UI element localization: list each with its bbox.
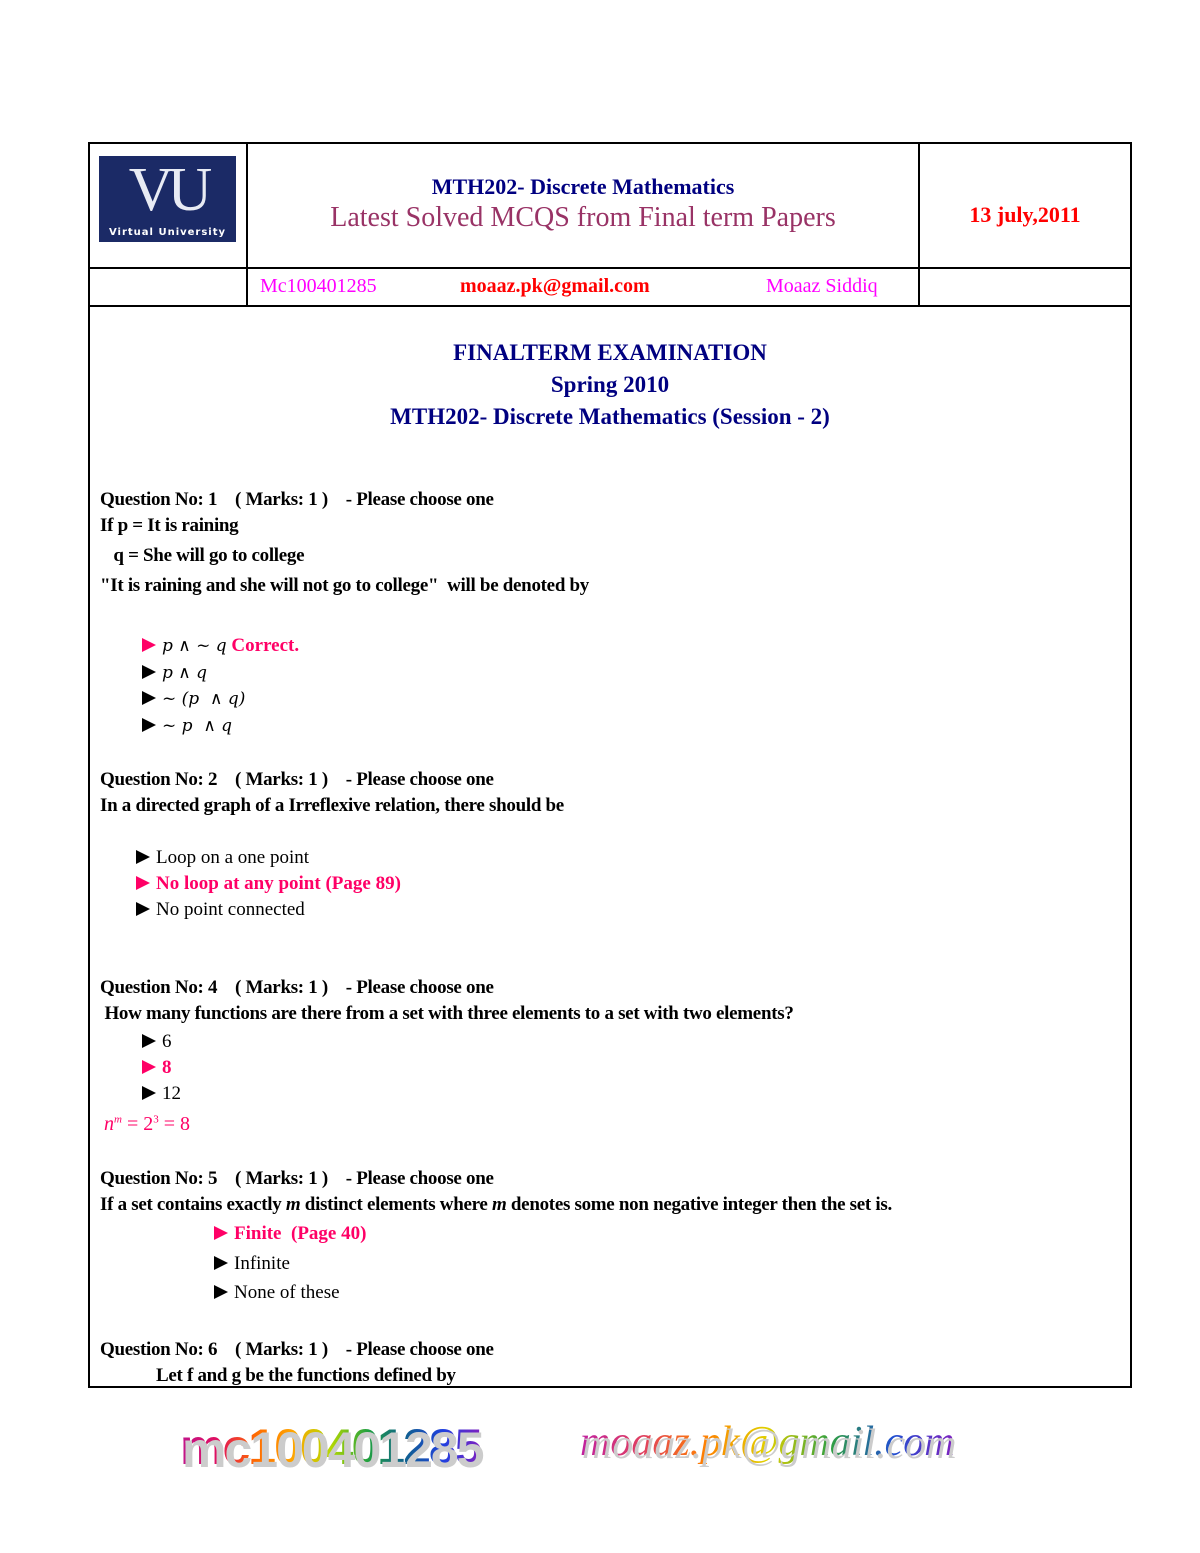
arrow-icon xyxy=(142,638,156,652)
arrow-icon xyxy=(214,1226,228,1240)
document-subtitle: Latest Solved MCQS from Final term Papers xyxy=(330,202,836,233)
author-info-cell xyxy=(248,269,920,307)
vu-logo-mark: VU xyxy=(128,156,207,224)
correct-note: Correct. xyxy=(231,635,300,656)
option: ~ p ∧ q xyxy=(142,715,232,737)
vu-logo-subtext: Virtual University xyxy=(108,227,227,238)
exam-course: MTH202- Discrete Mathematics (Session - 2) xyxy=(390,404,830,429)
arrow-icon xyxy=(136,902,150,916)
question-header: Question No: 4 ( Marks: 1 ) - Please choose one xyxy=(100,977,494,998)
option-correct: No loop at any point (Page 89) xyxy=(136,873,401,895)
option-correct: Finite (Page 40) xyxy=(214,1223,366,1245)
date-cell xyxy=(920,144,1130,269)
arrow-icon xyxy=(136,850,150,864)
option: 6 xyxy=(142,1031,172,1053)
arrow-icon xyxy=(214,1285,228,1299)
vu-logo xyxy=(99,156,236,242)
header-table xyxy=(90,144,1130,307)
question-text: If a set contains exactly m distinct elements where m denotes some non negative integer then the set is. xyxy=(100,1194,892,1215)
question-text: If p = It is raining xyxy=(100,515,239,536)
question-header: Question No: 5 ( Marks: 1 ) - Please choose one xyxy=(100,1168,494,1189)
option: Loop on a one point xyxy=(136,847,309,869)
question-text: "It is raining and she will not go to college" will be denoted by xyxy=(100,575,589,596)
exam-heading xyxy=(90,337,1130,433)
arrow-icon xyxy=(142,718,156,732)
question-text: Let f and g be the functions defined by xyxy=(156,1365,456,1386)
author-name: Moaaz Siddiq xyxy=(766,275,878,297)
exam-title: FINALTERM EXAMINATION xyxy=(453,340,767,365)
email-banner: moaaz.pk@gmail.com xyxy=(580,1419,955,1465)
question-text: q = She will go to college xyxy=(100,545,305,566)
option: p ∧ q xyxy=(142,662,207,684)
course-title: MTH202- Discrete Mathematics xyxy=(431,174,735,199)
option-correct: p ∧ ~ q Correct. xyxy=(142,635,299,657)
option: No point connected xyxy=(136,899,305,921)
question-header: Question No: 1 ( Marks: 1 ) - Please choose one xyxy=(100,489,494,510)
question-text: In a directed graph of a Irreflexive relation, there should be xyxy=(100,795,564,816)
arrow-icon xyxy=(142,1034,156,1048)
option: Infinite xyxy=(214,1253,290,1275)
question-header: Question No: 2 ( Marks: 1 ) - Please choose one xyxy=(100,769,494,790)
arrow-icon xyxy=(214,1256,228,1270)
id-banner: mc100401285 xyxy=(180,1419,481,1475)
logo-cell xyxy=(90,144,248,269)
arrow-icon xyxy=(142,691,156,705)
option: 12 xyxy=(142,1083,181,1105)
exam-term: Spring 2010 xyxy=(550,372,670,397)
arrow-icon xyxy=(142,1060,156,1074)
title-cell xyxy=(248,144,920,269)
empty-cell xyxy=(920,269,1130,307)
question-header: Question No: 6 ( Marks: 1 ) - Please choose one xyxy=(100,1339,494,1360)
question-text: How many functions are there from a set with three elements to a set with two elements? xyxy=(100,1003,794,1024)
option: None of these xyxy=(214,1282,340,1304)
author-email: moaaz.pk@gmail.com xyxy=(460,275,650,297)
student-id: Mc100401285 xyxy=(260,275,377,297)
option-correct: 8 xyxy=(142,1057,172,1079)
arrow-icon xyxy=(142,1086,156,1100)
empty-cell xyxy=(90,269,248,307)
document-date: 13 july,2011 xyxy=(969,202,1081,227)
arrow-icon xyxy=(136,876,150,890)
arrow-icon xyxy=(142,665,156,679)
option: ~ (p ∧ q) xyxy=(142,688,245,710)
document-page xyxy=(88,142,1132,1388)
formula: $n^m = 2^3 = 8$ xyxy=(104,1113,191,1135)
